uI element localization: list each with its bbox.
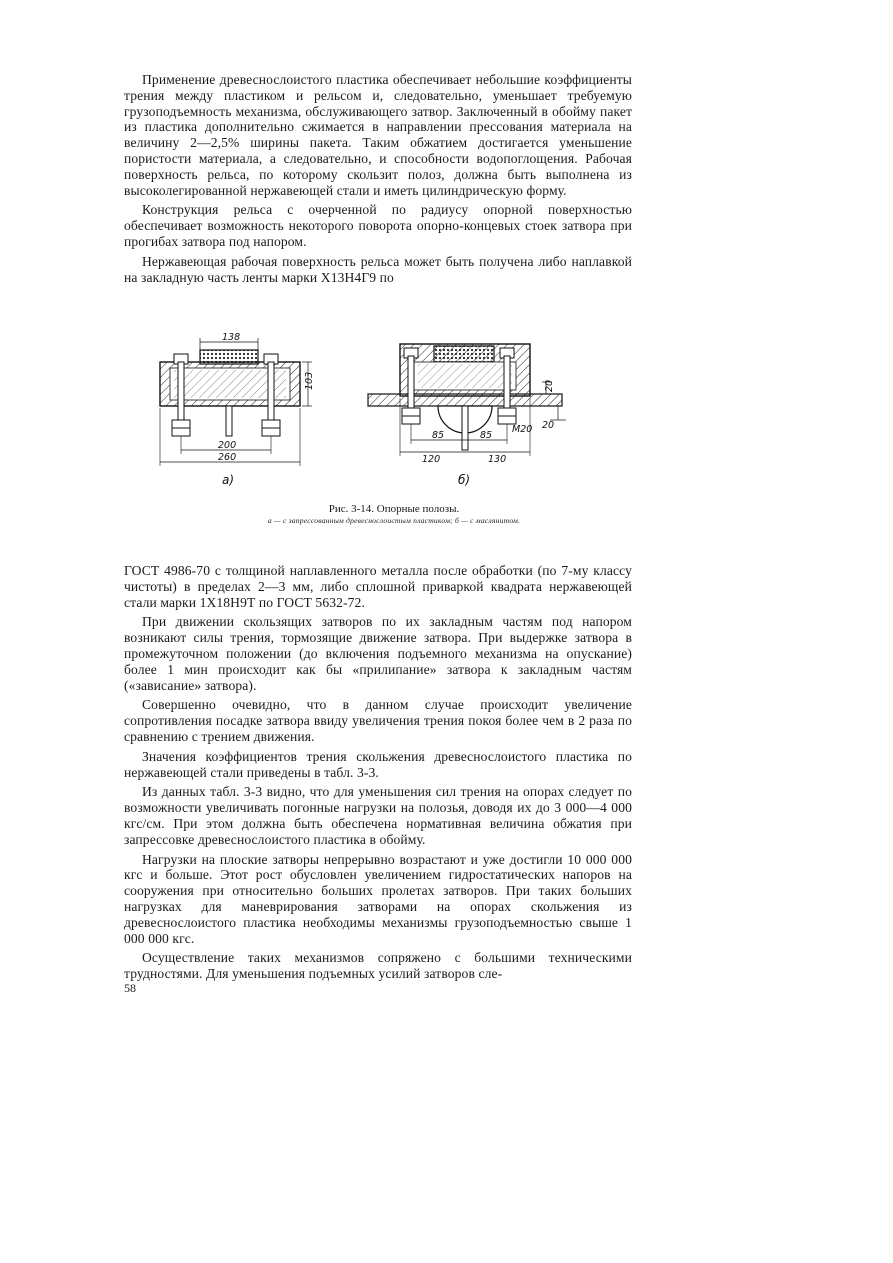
- paragraph: Нержавеющая рабочая поверхность рельса может быть получена либо наплавкой на закладную часть ленты марки Х13Н4Г9 по: [124, 253, 632, 285]
- paragraph: Нагрузки на плоские затворы непрерывно возрастают и уже достигли 10 000 000 кгс и больше. Этот рост обусловлен увеличением гидростатических напоров на сооружения при относительно больших пролетах затворов. При таких больших нагрузках для маневрирования затворами на опорах скольжения из древеснослоистого пластика необходимы механизмы грузоподъемностью свыше 1 000 000 кгс.: [124, 851, 632, 946]
- paragraph: Применение древеснослоистого пластика обеспечивает небольшие коэффициенты трения между пластиком и рельсом и, следовательно, уменьшает требуемую грузоподъемность механизма, обслуживающего затвор. Заключенный в обойму пакет из пластика дополнительно сжимается в направлении прессования материала на величину 2—2,5% ширины пакета. Таким обжатием достигается уменьшение пористости материала, а следовательно, и способности водопоглощения. Рабочая поверхность рельса, по которому скользит полоз, должна быть выполнена из высоколегированной нержавеющей стали и иметь цилиндрическую форму.: [124, 72, 632, 198]
- dim-b-base: 20: [542, 420, 555, 431]
- dim-a-overall: 260: [218, 452, 237, 463]
- drawing-a: [160, 332, 315, 487]
- label-b: б): [458, 473, 471, 487]
- dim-a-height: 103: [304, 371, 315, 390]
- dim-b-right-85: 85: [480, 430, 493, 441]
- text-block-top: [124, 72, 632, 289]
- dim-b-plate: 20: [544, 379, 555, 392]
- figure-legend: а — с запрессованным древеснослоистым пластиком; б — с маслянитом.: [267, 516, 521, 525]
- text-block-bottom: [124, 563, 632, 986]
- dim-a-bolt-spacing: 200: [218, 440, 237, 451]
- dim-b-left-85: 85: [432, 430, 445, 441]
- paragraph: При движении скользящих затворов по их закладным частям под напором возникают силы трения, тормозящие движение затвора. При выдержке затвора в промежуточном положении (до включения подъемного механизма на опускание) более 1 мин происходит как бы «прилипание» затвора к закладным частям («зависание» затвора).: [124, 614, 632, 693]
- page-number: 58: [124, 981, 136, 995]
- dim-a-width-top: 138: [222, 332, 241, 343]
- figure-caption: Рис. 3-14. Опорные полозы.: [328, 503, 460, 515]
- paragraph: Конструкция рельса с очерченной по радиусу опорной поверхностью обеспечивает возможность некоторого поворота опорно-концевых стоек затвора при прогибах затвора под напором.: [124, 202, 632, 249]
- drawing-b: [368, 344, 566, 487]
- label-a: а): [222, 473, 235, 487]
- paragraph: Осуществление таких механизмов сопряжено с большими техническими трудностями. Для уменьшения подъемных усилий затворов сле-: [124, 950, 632, 982]
- dim-b-thread: M20: [512, 424, 533, 435]
- figure-3-14: [150, 328, 580, 498]
- paragraph: Совершенно очевидно, что в данном случае происходит увеличение сопротивления посадке затвора ввиду увеличения трения покоя более чем в 2 раза по сравнению с трением движения.: [124, 697, 632, 744]
- dim-b-left-120: 120: [422, 454, 441, 465]
- paragraph: Из данных табл. 3-3 видно, что для уменьшения сил трения на опорах следует по возможности увеличивать погонные нагрузки на полозья, доводя их до 3 000—4 000 кгс/см. При этом должна быть обеспечена нормативная величина обжатия при запрессовке древеснослоистого пластика в обойму.: [124, 784, 632, 847]
- paragraph: ГОСТ 4986-70 с толщиной наплавленного металла после обработки (по 7-му классу чистоты) в пределах 2—3 мм, либо сплошной приваркой квадрата нержавеющей стали марки 1Х18Н9Т по ГОСТ 5632-72.: [124, 563, 632, 610]
- paragraph: Значения коэффициентов трения скольжения древеснослоистого пластика по нержавеющей стали приведены в табл. 3-3.: [124, 748, 632, 780]
- support-slides-drawing: [150, 328, 580, 498]
- dim-b-right-130: 130: [488, 454, 507, 465]
